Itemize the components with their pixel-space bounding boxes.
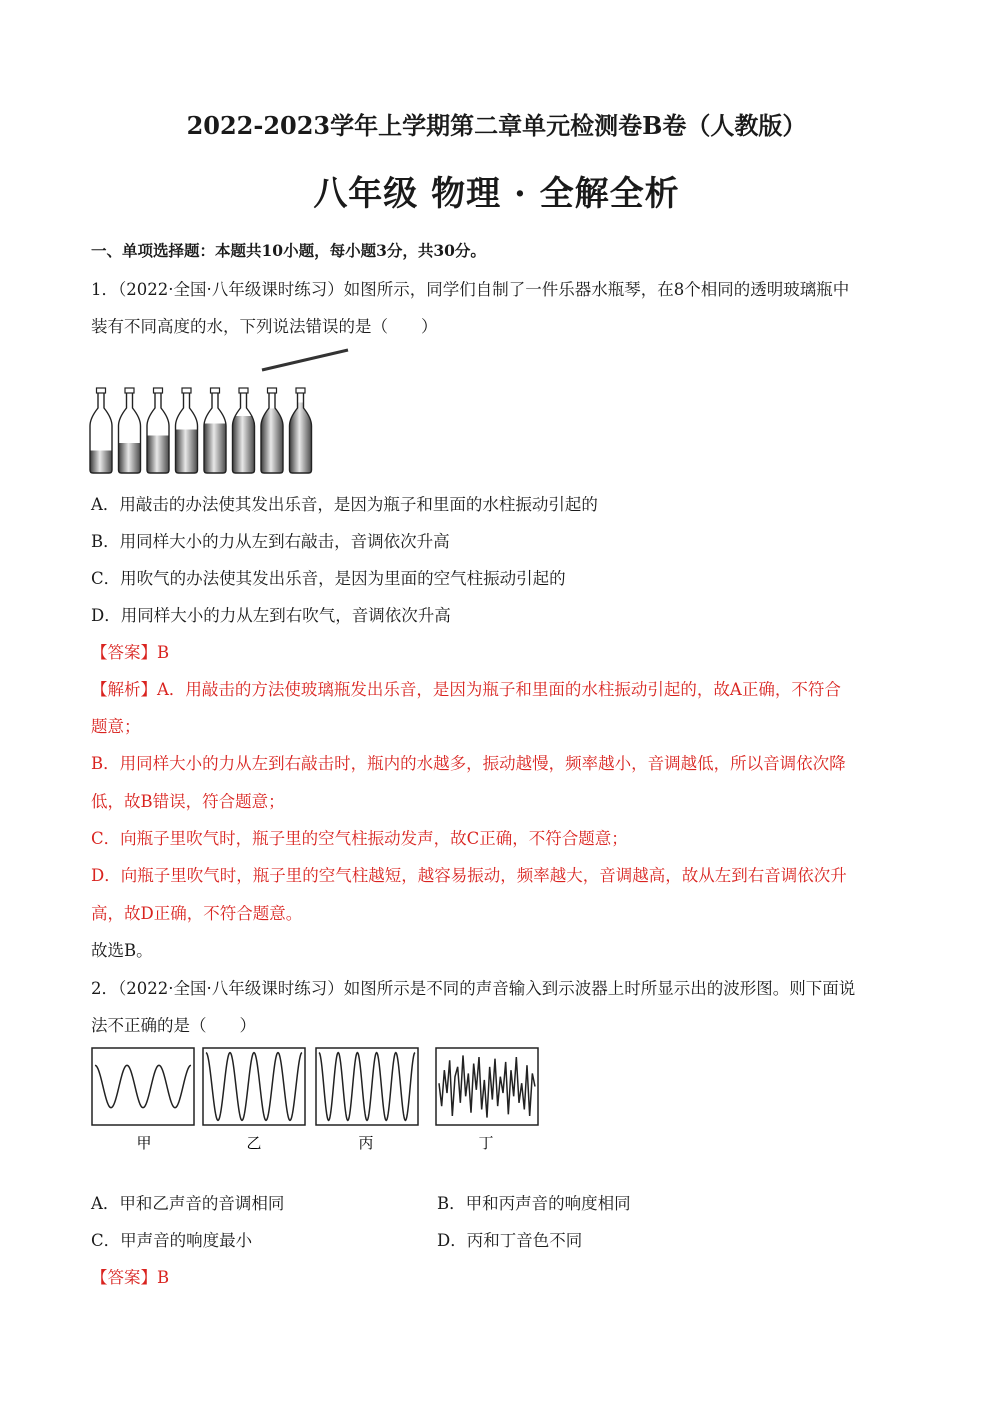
water-column — [204, 424, 226, 474]
waveform-label-jia: 甲 — [136, 1134, 152, 1152]
q1-stem-line2: 装有不同高度的水，下列说法错误的是（ ） — [91, 317, 438, 336]
water-bottle — [204, 388, 226, 473]
water-bottle — [90, 388, 112, 473]
water-column — [147, 436, 169, 474]
water-bottle — [119, 388, 141, 473]
q1-option-d: D．用同样大小的力从左到右吹气，音调依次升高 — [91, 606, 451, 625]
water-column — [176, 430, 198, 474]
q1-option-a: A．用敲击的办法使其发出乐音，是因为瓶子和里面的水柱振动引起的 — [91, 495, 598, 514]
waveform-label-bing: 丙 — [358, 1134, 374, 1152]
section-heading: 一、单项选择题：本题共10小题，每小题3分，共30分。 — [91, 241, 486, 260]
q2-stem-line2: 法不正确的是（ ） — [91, 1016, 256, 1035]
water-bottle — [261, 388, 283, 473]
water-column — [290, 403, 312, 474]
q1-option-c: C．用吹气的办法使其发出乐音，是因为里面的空气柱振动引起的 — [91, 569, 566, 588]
waveform-bing — [316, 1048, 418, 1125]
q1-analysis-line6: D．向瓶子里吹气时，瓶子里的空气柱越短，越容易振动，频率越大，音调越高，故从左到右音调依次升 — [91, 866, 847, 885]
q1-analysis-line7: 高，故D正确，不符合题意。 — [91, 904, 303, 923]
waveform-ding — [436, 1048, 538, 1125]
water-column — [119, 443, 141, 473]
q1-analysis-line1: 【解析】A．用敲击的方法使玻璃瓶发出乐音，是因为瓶子和里面的水柱振动引起的，故A正确，不符合 — [91, 680, 841, 699]
waveform-yi — [203, 1048, 305, 1125]
q2-option-b: B．甲和丙声音的响度相同 — [437, 1194, 631, 1213]
q1-option-b: B．用同样大小的力从左到右敲击，音调依次升高 — [91, 532, 450, 551]
q2-option-d: D．丙和丁音色不同 — [437, 1231, 583, 1250]
striker-stick — [262, 350, 348, 370]
q1-analysis-line4: 低，故B错误，符合题意； — [91, 792, 285, 811]
q2-answer: 【答案】B — [91, 1268, 170, 1287]
waveform-label-ding: 丁 — [478, 1134, 494, 1152]
q1-answer: 【答案】B — [91, 643, 170, 662]
document-subtitle: 八年级 物理 · 全解全析 — [313, 174, 680, 214]
q1-analysis-line5: C．向瓶子里吹气时，瓶子里的空气柱振动发声，故C正确，不符合题意； — [91, 829, 628, 848]
q1-stem-line1: 1．（2022·全国·八年级课时练习）如图所示，同学们自制了一件乐器水瓶琴，在8个相同的透明玻璃瓶中 — [91, 280, 850, 299]
q1-analysis-line3: B．用同样大小的力从左到右敲击时，瓶内的水越多，振动越慢，频率越小，音调越低，所以音调依次降 — [91, 754, 846, 773]
waveform-figure — [88, 1044, 544, 1156]
q1-conclusion: 故选B。 — [91, 941, 153, 960]
q2-stem-line1: 2．（2022·全国·八年级课时练习）如图所示是不同的声音输入到示波器上时所显示出的波形图。则下面说 — [91, 979, 856, 998]
water-bottle — [147, 388, 169, 473]
water-bottle — [176, 388, 198, 473]
q2-option-c: C．甲声音的响度最小 — [91, 1231, 253, 1250]
q1-analysis-line2: 题意； — [91, 717, 141, 736]
water-column — [261, 409, 283, 474]
waveform-label-yi: 乙 — [246, 1134, 262, 1152]
water-column — [233, 416, 255, 473]
water-bottle — [290, 388, 312, 473]
water-bottle — [233, 388, 255, 473]
water-column — [90, 451, 112, 474]
q2-option-a: A．甲和乙声音的音调相同 — [91, 1194, 285, 1213]
waveform-jia — [92, 1048, 194, 1125]
document-title: 2022-2023学年上学期第二章单元检测卷B卷（人教版） — [186, 111, 807, 140]
water-bottles-figure — [86, 344, 356, 476]
